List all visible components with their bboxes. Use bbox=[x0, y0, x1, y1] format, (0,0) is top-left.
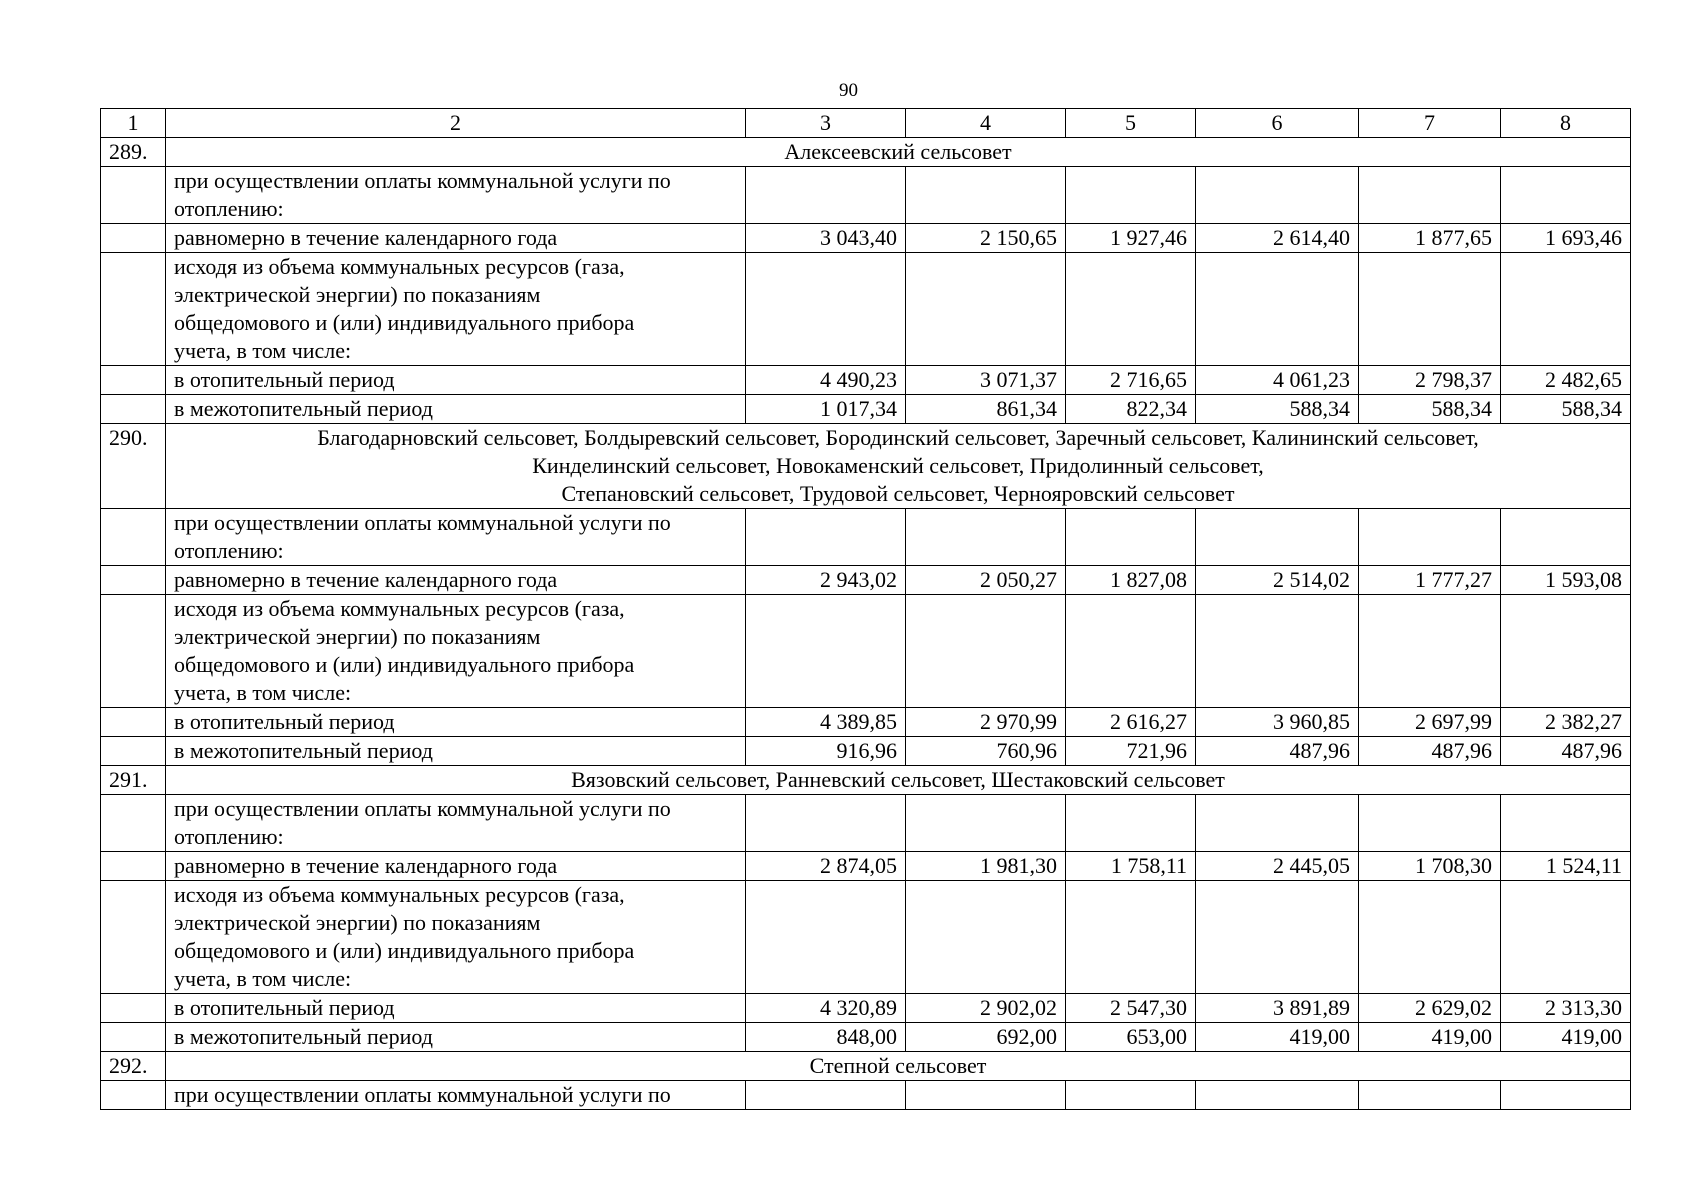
row-label bbox=[166, 167, 746, 224]
value-cell bbox=[746, 595, 906, 708]
value-cell: 2 616,27 bbox=[1066, 708, 1196, 737]
value-cell: 3 891,89 bbox=[1196, 994, 1359, 1023]
row-label-line: в отопительный период bbox=[174, 709, 395, 734]
value-cell: 1 708,30 bbox=[1359, 852, 1501, 881]
empty-cell bbox=[101, 253, 166, 366]
value-cell bbox=[1359, 795, 1501, 852]
row-label-line: равномерно в течение календарного года bbox=[174, 567, 558, 592]
row-label-line: в отопительный период bbox=[174, 995, 395, 1020]
empty-cell bbox=[101, 595, 166, 708]
value-cell bbox=[1359, 167, 1501, 224]
value-cell: 2 482,65 bbox=[1501, 366, 1631, 395]
table-row bbox=[101, 224, 1631, 253]
table-row bbox=[101, 167, 1631, 224]
value-cell: 3 043,40 bbox=[746, 224, 906, 253]
row-label-line: электрической энергии) по показаниям bbox=[174, 624, 541, 649]
column-header-row bbox=[101, 109, 1631, 138]
value-cell bbox=[906, 509, 1066, 566]
row-label-line: учета, в том числе: bbox=[174, 966, 352, 991]
value-cell: 1 017,34 bbox=[746, 395, 906, 424]
column-header: 3 bbox=[746, 109, 906, 138]
value-cell bbox=[1066, 509, 1196, 566]
value-cell bbox=[906, 253, 1066, 366]
row-label bbox=[166, 509, 746, 566]
section-title-line: Степановский сельсовет, Трудовой сельсовет, Чернояровский сельсовет bbox=[561, 481, 1235, 506]
value-cell: 2 614,40 bbox=[1196, 224, 1359, 253]
value-cell: 1 877,65 bbox=[1359, 224, 1501, 253]
row-label-line: учета, в том числе: bbox=[174, 680, 352, 705]
empty-cell bbox=[101, 1081, 166, 1110]
value-cell: 419,00 bbox=[1359, 1023, 1501, 1052]
section-number: 289. bbox=[101, 138, 166, 167]
value-cell: 760,96 bbox=[906, 737, 1066, 766]
empty-cell bbox=[101, 708, 166, 737]
tariff-table bbox=[100, 108, 1631, 1110]
empty-cell bbox=[101, 509, 166, 566]
value-cell: 2 943,02 bbox=[746, 566, 906, 595]
value-cell bbox=[1501, 509, 1631, 566]
section-number: 291. bbox=[101, 766, 166, 795]
row-label-line: равномерно в течение календарного года bbox=[174, 225, 558, 250]
column-header: 1 bbox=[101, 109, 166, 138]
table-row bbox=[101, 1023, 1631, 1052]
value-cell bbox=[906, 167, 1066, 224]
row-label-line: в межотопительный период bbox=[174, 1024, 433, 1049]
value-cell: 2 382,27 bbox=[1501, 708, 1631, 737]
row-label-line: в отопительный период bbox=[174, 367, 395, 392]
value-cell: 588,34 bbox=[1359, 395, 1501, 424]
value-cell: 916,96 bbox=[746, 737, 906, 766]
value-cell bbox=[1501, 795, 1631, 852]
row-label-line: исходя из объема коммунальных ресурсов (газа, bbox=[174, 882, 625, 907]
row-label-line: в межотопительный период bbox=[174, 738, 433, 763]
row-label-line: учета, в том числе: bbox=[174, 338, 352, 363]
column-header: 5 bbox=[1066, 109, 1196, 138]
row-label-line: исходя из объема коммунальных ресурсов (газа, bbox=[174, 254, 625, 279]
table-row bbox=[101, 253, 1631, 366]
row-label bbox=[166, 1023, 746, 1052]
value-cell: 588,34 bbox=[1196, 395, 1359, 424]
table-row bbox=[101, 852, 1631, 881]
row-label-line: общедомового и (или) индивидуального прибора bbox=[174, 310, 635, 335]
empty-cell bbox=[101, 224, 166, 253]
value-cell bbox=[1066, 795, 1196, 852]
row-label bbox=[166, 595, 746, 708]
value-cell: 1 927,46 bbox=[1066, 224, 1196, 253]
table-row bbox=[101, 881, 1631, 994]
value-cell: 2 902,02 bbox=[906, 994, 1066, 1023]
row-label bbox=[166, 994, 746, 1023]
column-header: 4 bbox=[906, 109, 1066, 138]
value-cell: 848,00 bbox=[746, 1023, 906, 1052]
value-cell bbox=[1066, 881, 1196, 994]
row-label-line: отоплению: bbox=[174, 196, 284, 221]
row-label bbox=[166, 795, 746, 852]
column-header: 7 bbox=[1359, 109, 1501, 138]
value-cell: 653,00 bbox=[1066, 1023, 1196, 1052]
row-label bbox=[166, 708, 746, 737]
value-cell bbox=[1359, 253, 1501, 366]
value-cell: 1 758,11 bbox=[1066, 852, 1196, 881]
value-cell bbox=[1196, 595, 1359, 708]
value-cell: 487,96 bbox=[1359, 737, 1501, 766]
section-title bbox=[166, 138, 1631, 167]
value-cell: 2 716,65 bbox=[1066, 366, 1196, 395]
row-label bbox=[166, 852, 746, 881]
section-title bbox=[166, 1052, 1631, 1081]
section-title bbox=[166, 424, 1631, 509]
value-cell bbox=[906, 881, 1066, 994]
value-cell: 487,96 bbox=[1196, 737, 1359, 766]
table-row bbox=[101, 708, 1631, 737]
row-label-line: при осуществлении оплаты коммунальной услуги по bbox=[174, 1082, 671, 1107]
value-cell bbox=[1196, 881, 1359, 994]
value-cell bbox=[746, 509, 906, 566]
table-row bbox=[101, 994, 1631, 1023]
value-cell: 4 490,23 bbox=[746, 366, 906, 395]
value-cell bbox=[906, 795, 1066, 852]
value-cell: 588,34 bbox=[1501, 395, 1631, 424]
section-title bbox=[166, 766, 1631, 795]
table-row bbox=[101, 566, 1631, 595]
value-cell bbox=[1359, 595, 1501, 708]
section-title-row bbox=[101, 766, 1631, 795]
empty-cell bbox=[101, 795, 166, 852]
row-label bbox=[166, 566, 746, 595]
value-cell: 2 514,02 bbox=[1196, 566, 1359, 595]
row-label bbox=[166, 366, 746, 395]
value-cell: 3 071,37 bbox=[906, 366, 1066, 395]
value-cell bbox=[746, 253, 906, 366]
value-cell bbox=[1066, 167, 1196, 224]
value-cell bbox=[746, 795, 906, 852]
value-cell: 1 777,27 bbox=[1359, 566, 1501, 595]
section-number: 292. bbox=[101, 1052, 166, 1081]
row-label bbox=[166, 395, 746, 424]
value-cell: 822,34 bbox=[1066, 395, 1196, 424]
value-cell: 861,34 bbox=[906, 395, 1066, 424]
value-cell bbox=[1196, 167, 1359, 224]
value-cell: 419,00 bbox=[1196, 1023, 1359, 1052]
section-title-row bbox=[101, 138, 1631, 167]
page-number: 90 bbox=[839, 80, 858, 101]
value-cell bbox=[1196, 509, 1359, 566]
value-cell: 4 389,85 bbox=[746, 708, 906, 737]
value-cell bbox=[1501, 253, 1631, 366]
row-label-line: исходя из объема коммунальных ресурсов (газа, bbox=[174, 596, 625, 621]
value-cell: 3 960,85 bbox=[1196, 708, 1359, 737]
value-cell: 2 050,27 bbox=[906, 566, 1066, 595]
table-row bbox=[101, 795, 1631, 852]
value-cell bbox=[1066, 595, 1196, 708]
value-cell bbox=[906, 1081, 1066, 1110]
value-cell bbox=[746, 1081, 906, 1110]
empty-cell bbox=[101, 1023, 166, 1052]
table-row bbox=[101, 366, 1631, 395]
section-title-line: Кинделинский сельсовет, Новокаменский сельсовет, Придолинный сельсовет, bbox=[532, 453, 1264, 478]
value-cell: 2 629,02 bbox=[1359, 994, 1501, 1023]
value-cell: 692,00 bbox=[906, 1023, 1066, 1052]
column-header: 6 bbox=[1196, 109, 1359, 138]
value-cell bbox=[1066, 1081, 1196, 1110]
row-label-line: в межотопительный период bbox=[174, 396, 433, 421]
section-title-line: Степной сельсовет bbox=[809, 1053, 987, 1078]
row-label-line: отоплению: bbox=[174, 824, 284, 849]
row-label bbox=[166, 224, 746, 253]
value-cell bbox=[746, 167, 906, 224]
value-cell: 1 827,08 bbox=[1066, 566, 1196, 595]
value-cell bbox=[1066, 253, 1196, 366]
empty-cell bbox=[101, 395, 166, 424]
table-body bbox=[101, 109, 1631, 1110]
value-cell: 2 798,37 bbox=[1359, 366, 1501, 395]
value-cell bbox=[1501, 595, 1631, 708]
value-cell bbox=[1359, 881, 1501, 994]
column-header: 8 bbox=[1501, 109, 1631, 138]
row-label-line: электрической энергии) по показаниям bbox=[174, 282, 541, 307]
section-title-row bbox=[101, 1052, 1631, 1081]
row-label-line: при осуществлении оплаты коммунальной услуги по bbox=[174, 796, 671, 821]
value-cell bbox=[1359, 1081, 1501, 1110]
row-label-line: общедомового и (или) индивидуального прибора bbox=[174, 652, 635, 677]
row-label-line: при осуществлении оплаты коммунальной услуги по bbox=[174, 168, 671, 193]
value-cell bbox=[746, 881, 906, 994]
value-cell bbox=[906, 595, 1066, 708]
value-cell: 419,00 bbox=[1501, 1023, 1631, 1052]
row-label-line: при осуществлении оплаты коммунальной услуги по bbox=[174, 510, 671, 535]
value-cell: 1 693,46 bbox=[1501, 224, 1631, 253]
value-cell: 1 981,30 bbox=[906, 852, 1066, 881]
value-cell: 2 697,99 bbox=[1359, 708, 1501, 737]
table-row bbox=[101, 395, 1631, 424]
value-cell: 4 320,89 bbox=[746, 994, 906, 1023]
value-cell bbox=[1501, 167, 1631, 224]
value-cell: 721,96 bbox=[1066, 737, 1196, 766]
value-cell: 2 970,99 bbox=[906, 708, 1066, 737]
row-label-line: общедомового и (или) индивидуального прибора bbox=[174, 938, 635, 963]
value-cell: 4 061,23 bbox=[1196, 366, 1359, 395]
row-label-line: электрической энергии) по показаниям bbox=[174, 910, 541, 935]
table-row bbox=[101, 595, 1631, 708]
value-cell: 487,96 bbox=[1501, 737, 1631, 766]
empty-cell bbox=[101, 737, 166, 766]
value-cell bbox=[1196, 253, 1359, 366]
value-cell: 1 593,08 bbox=[1501, 566, 1631, 595]
table-row bbox=[101, 737, 1631, 766]
section-title-row bbox=[101, 424, 1631, 509]
row-label bbox=[166, 253, 746, 366]
column-header: 2 bbox=[166, 109, 746, 138]
empty-cell bbox=[101, 881, 166, 994]
value-cell bbox=[1501, 1081, 1631, 1110]
row-label-line: отоплению: bbox=[174, 538, 284, 563]
value-cell: 2 445,05 bbox=[1196, 852, 1359, 881]
empty-cell bbox=[101, 994, 166, 1023]
section-number: 290. bbox=[101, 424, 166, 509]
row-label bbox=[166, 1081, 746, 1110]
value-cell: 2 313,30 bbox=[1501, 994, 1631, 1023]
table-row bbox=[101, 509, 1631, 566]
row-label bbox=[166, 881, 746, 994]
section-title-line: Благодарновский сельсовет, Болдыревский сельсовет, Бородинский сельсовет, Заречный сельсовет, Калининский сельсовет, bbox=[317, 425, 1479, 450]
value-cell: 2 150,65 bbox=[906, 224, 1066, 253]
value-cell: 2 874,05 bbox=[746, 852, 906, 881]
table-row bbox=[101, 1081, 1631, 1110]
empty-cell bbox=[101, 366, 166, 395]
empty-cell bbox=[101, 167, 166, 224]
section-title-line: Вязовский сельсовет, Ранневский сельсовет, Шестаковский сельсовет bbox=[571, 767, 1225, 792]
value-cell: 1 524,11 bbox=[1501, 852, 1631, 881]
value-cell bbox=[1196, 795, 1359, 852]
empty-cell bbox=[101, 852, 166, 881]
row-label-line: равномерно в течение календарного года bbox=[174, 853, 558, 878]
empty-cell bbox=[101, 566, 166, 595]
value-cell: 2 547,30 bbox=[1066, 994, 1196, 1023]
value-cell bbox=[1359, 509, 1501, 566]
section-title-line: Алексеевский сельсовет bbox=[784, 139, 1012, 164]
value-cell bbox=[1501, 881, 1631, 994]
row-label bbox=[166, 737, 746, 766]
value-cell bbox=[1196, 1081, 1359, 1110]
